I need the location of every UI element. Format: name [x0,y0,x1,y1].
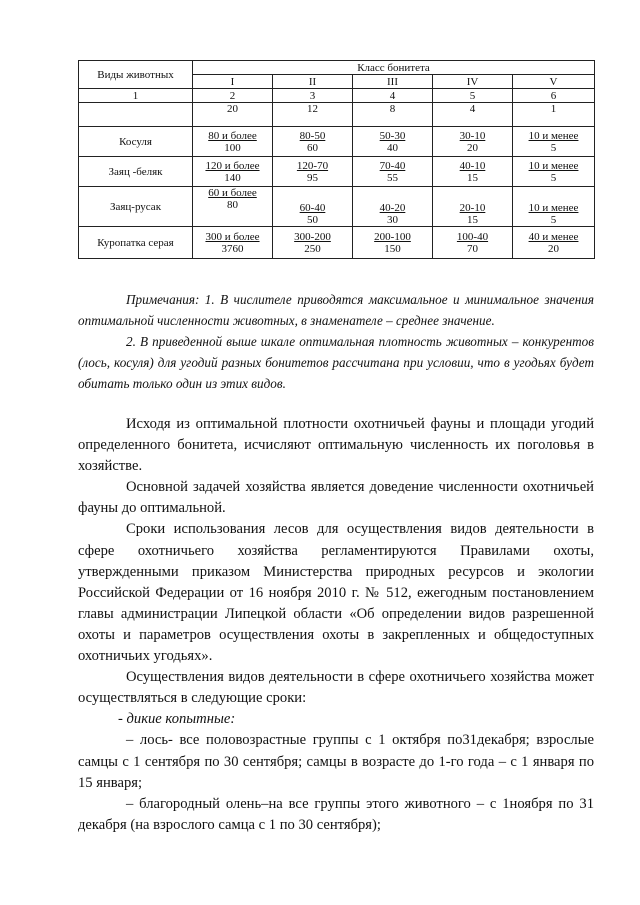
denominator: 50 [306,214,318,226]
value-cell [193,227,273,259]
species-name: Заяц -беляк [79,157,193,187]
value-cell [193,187,273,227]
numerator: 60-40 [299,202,326,214]
density-cell: 8 [353,103,433,127]
paragraph: – благородный олень–на все группы этого животного – с 1ноября по 31 декабря (на взрослого самца с 1 по 30 сентября); [78,795,594,833]
denominator: 40 [386,141,398,154]
table-row [79,157,595,187]
denominator: 140 [224,171,241,184]
value-cell [433,127,513,157]
density-cell: 1 [513,103,595,127]
numerator: 40 и менее [528,230,579,243]
density-cell: 12 [273,103,353,127]
denominator: 150 [384,242,401,255]
numerator: 200-100 [374,230,411,243]
main-text [78,414,594,836]
denominator: 15 [466,214,478,226]
numerator: 120 и более [205,159,260,172]
value-cell [193,157,273,187]
value-cell [273,157,353,187]
col-number: 6 [513,89,595,103]
numerator: 40-10 [459,159,486,172]
numerator: 20-10 [459,202,486,214]
table-row [79,187,595,227]
value-cell [433,157,513,187]
numerator: 40-20 [379,202,406,214]
species-name: Куропатка серая [79,227,193,259]
table-notes [78,289,594,394]
denominator: 5 [550,141,557,154]
numerator: 300 и более [205,230,260,243]
note-paragraph: 2. В приведенной выше шкале оптимальная плотность животных – конкурентов (лось, косуля) для угодий разных бонитетов рассчитана при условии, что в угодьях будет обитать только один из этих видов. [78,334,594,391]
numerator: 120-70 [296,159,329,172]
table-row [79,227,595,259]
denominator: 5 [550,171,557,184]
denominator: 70 [466,242,478,255]
bonitet-table [78,60,595,259]
denominator: 5 [550,214,557,226]
denominator: 3760 [221,242,244,255]
value-cell [353,227,433,259]
paragraph: – лось- все половозрастные группы с 1 октября по31декабря; взрослые самцы с 1 сентября по 30 сентября; самцы в возрасте до 1-го года – с 1 января по 15 января; [78,732,594,791]
col-number: 5 [433,89,513,103]
numerator: 50-30 [379,129,406,142]
value-cell [513,157,595,187]
denominator: 100 [224,141,241,154]
value-cell [513,187,595,227]
paragraph: Сроки использования лесов для осуществления видов деятельности в сфере охотничьего хозяйства регламентируются Правилами охоты, утвержденными приказом Министерства природных ресурсов и экологии Российской Федерации от 16 ноября 2010 г. № 512, ежегодным постановлением главы администрации Липецкой области «Об определении видов разрешенной охоты и параметров осуществления охоты в закрепленных и общедоступных охотничьих угодьях». [78,521,594,665]
col-number: 2 [193,89,273,103]
denominator: 80 [227,199,238,211]
class-header: Класс бонитета [193,61,595,75]
numerator: 80 и более [208,129,257,142]
numerator: 10 и менее [528,129,579,142]
density-empty-cell [79,103,193,127]
subheading: - дикие копытные: [118,711,236,728]
denominator: 250 [304,242,321,255]
numerator: 70-40 [379,159,406,172]
class-i: I [193,75,273,89]
denominator: 55 [386,171,398,184]
value-cell [273,227,353,259]
col-number: 4 [353,89,433,103]
value-cell [513,227,595,259]
numerator: 100-40 [456,230,489,243]
denominator: 15 [466,171,478,184]
class-iv: IV [433,75,513,89]
paragraph: Основной задачей хозяйства является доведение численности охотничьей фауны до оптимальной. [78,479,594,517]
col-number: 1 [79,89,193,103]
numerator: 300-200 [294,230,331,243]
density-row [79,103,595,127]
paragraph: Исходя из оптимальной плотности охотничьей фауны и площади угодий определенного бонитета, исчисляют оптимальную численность их поголовья в хозяйстве. [78,416,594,475]
value-cell [513,127,595,157]
value-cell [433,227,513,259]
denominator: 60 [306,141,318,154]
value-cell [353,187,433,227]
numerator: 80-50 [299,129,326,142]
paragraph: Осуществления видов деятельности в сфере охотничьего хозяйства может осуществляться в следующие сроки: [78,669,594,707]
species-name: Косуля [79,127,193,157]
value-cell [433,187,513,227]
table-header-row [79,61,595,75]
numerator: 60 и более [208,187,257,199]
denominator: 20 [466,141,478,154]
column-number-row [79,89,595,103]
note-paragraph: Примечания: 1. В числителе приводятся максимальное и минимальное значения оптимальной численности животных, в знаменателе – среднее значение. [78,292,594,328]
value-cell [273,127,353,157]
numerator: 30-10 [459,129,486,142]
table-row [79,127,595,157]
denominator: 30 [386,214,398,226]
value-cell [273,187,353,227]
denominator: 20 [548,242,559,255]
denominator: 95 [306,171,318,184]
numerator: 10 и менее [528,159,579,172]
density-cell: 20 [193,103,273,127]
species-name: Заяц-русак [79,187,193,227]
class-ii: II [273,75,353,89]
numerator: 10 и менее [528,202,579,214]
value-cell [193,127,273,157]
class-iii: III [353,75,433,89]
value-cell [353,157,433,187]
density-cell: 4 [433,103,513,127]
species-header: Виды животных [79,61,193,89]
class-v: V [513,75,595,89]
col-number: 3 [273,89,353,103]
value-cell [353,127,433,157]
